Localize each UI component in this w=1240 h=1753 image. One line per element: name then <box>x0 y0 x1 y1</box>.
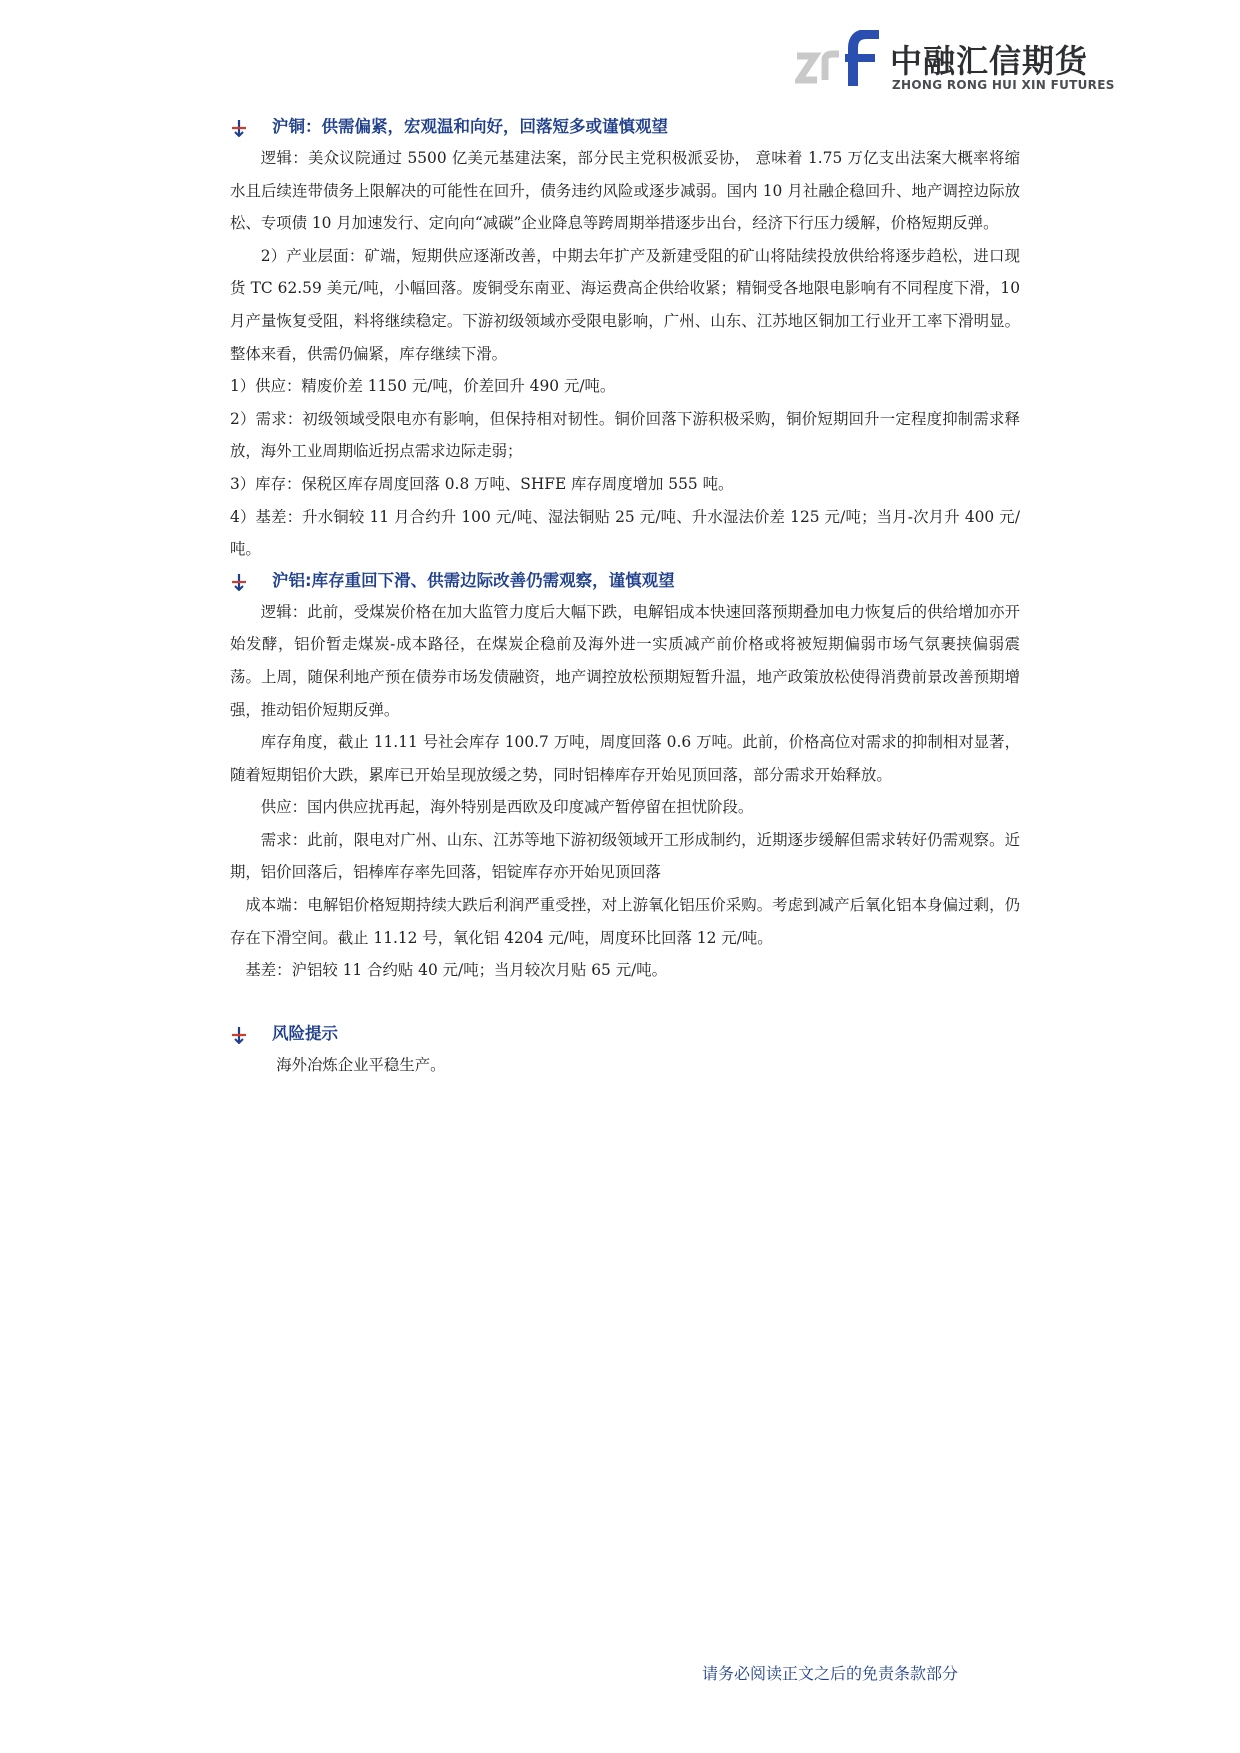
aluminum-cost-paragraph: 成本端：电解铝价格短期持续大跌后利润严重受挫，对上游氧化铝压价采购。考虑到减产后氧化铝本身偏过剩，仍存在下滑空间。截止 11.12 号，氧化铝 4204 元/吨，周度环比回落 12 元/吨。 <box>230 896 1020 947</box>
copper-basis-item: 4）基差：升水铜较 11 月合约升 100 元/吨、湿法铜贴 25 元/吨、升水湿法价差 125 元/吨；当月-次月升 400 元/吨。 <box>230 507 1020 559</box>
copper-supply-item: 1）供应：精废价差 1150 元/吨，价差回升 490 元/吨。 <box>230 377 616 396</box>
section-title-text: 沪铝:库存重回下滑、供需边际改善仍需观察，谨慎观望 <box>272 570 675 590</box>
aluminum-basis-paragraph: 基差：沪铝较 11 合约贴 40 元/吨；当月较次月贴 65 元/吨。 <box>245 961 668 980</box>
logo-english-name: ZHONG RONG HUI XIN FUTURES <box>892 78 1115 92</box>
arrow-bullet-icon <box>230 573 248 591</box>
company-logo <box>795 30 1115 94</box>
copper-industry-paragraph: 2）产业层面：矿端，短期供应逐渐改善，中期去年扩产及新建受阻的矿山将陆续投放供给将逐步趋松，进口现货 TC 62.59 美元/吨，小幅回落。废铜受东南亚、海运费高企供给收紧；精铜受各地限电影响有不同程度下滑，10 月产量恢复受阻，料将继续稳定。下游初级领域亦受限电影响，广州、山东、江苏地区铜加工行业开工率下滑明显。整体来看，供需仍偏紧，库存继续下滑。 <box>230 246 1020 363</box>
arrow-bullet-icon <box>230 1026 248 1044</box>
section-title-risk <box>230 1019 1020 1049</box>
aluminum-supply-paragraph: 供应：国内供应扰再起，海外特别是西欧及印度减产暂停留在担忧阶段。 <box>260 798 754 817</box>
zrf-logo-icon <box>795 30 887 92</box>
aluminum-inventory-paragraph: 库存角度，截止 11.11 号社会库存 100.7 万吨，周度回落 0.6 万吨。此前，价格高位对需求的抑制相对显著，随着短期铝价大跌，累库已开始呈现放缓之势，同时铝棒库存开始见顶回落，部分需求开始释放。 <box>230 733 1020 784</box>
aluminum-logic-paragraph: 逻辑：此前，受煤炭价格在加大监管力度后大幅下跌，电解铝成本快速回落预期叠加电力恢复后的供给增加亦开始发酵，铝价暂走煤炭-成本路径，在煤炭企稳前及海外进一实质减产前价格或将被短期偏弱市场气氛裹挟偏弱震荡。上周，随保利地产预在债券市场发债融资，地产调控放松预期短暂升温，地产政策放松使得消费前景改善预期增强，推动铝价短期反弹。 <box>230 602 1020 719</box>
section-title-text: 沪铜：供需偏紧，宏观温和向好，回落短多或谨慎观望 <box>272 117 668 136</box>
copper-demand-item: 2）需求：初级领域受限电亦有影响，但保持相对韧性。铜价回落下游积极采购，铜价短期回升一定程度抑制需求释放，海外工业周期临近拐点需求边际走弱； <box>230 409 1020 461</box>
risk-paragraph: 海外冶炼企业平稳生产。 <box>276 1055 446 1074</box>
spacer <box>230 987 1020 1019</box>
section-title-aluminum <box>230 566 1020 596</box>
section-title-text: 风险提示 <box>272 1023 338 1043</box>
copper-logic-paragraph: 逻辑：美众议院通过 5500 亿美元基建法案，部分民主党积极派妥协， 意味着 1.75 万亿支出法案大概率将缩水且后续连带债务上限解决的可能性在回升，债务违约风险或逐步减弱。国内 10 月社融企稳回升、地产调控边际放松、专项债 10 月加速发行、定向向“减碳”企业降息等跨周期举措逐步出台，经济下行压力缓解，价格短期反弹。 <box>230 149 1020 233</box>
copper-inventory-item: 3）库存：保税区库存周度回落 0.8 万吨、SHFE 库存周度增加 555 吨。 <box>230 474 734 493</box>
aluminum-demand-paragraph: 需求：此前，限电对广州、山东、江苏等地下游初级领域开工形成制约，近期逐步缓解但需求转好仍需观察。近期，铝价回落后，铝棒库存率先回落，铝锭库存亦开始见顶回落 <box>230 830 1020 882</box>
report-body <box>230 112 1020 1081</box>
arrow-bullet-icon <box>230 119 248 137</box>
section-title-copper <box>230 112 1020 142</box>
logo-chinese-name: 中融汇信期货 <box>890 42 1089 80</box>
disclaimer-footer: 请务必阅读正文之后的免责条款部分 <box>702 1664 959 1683</box>
